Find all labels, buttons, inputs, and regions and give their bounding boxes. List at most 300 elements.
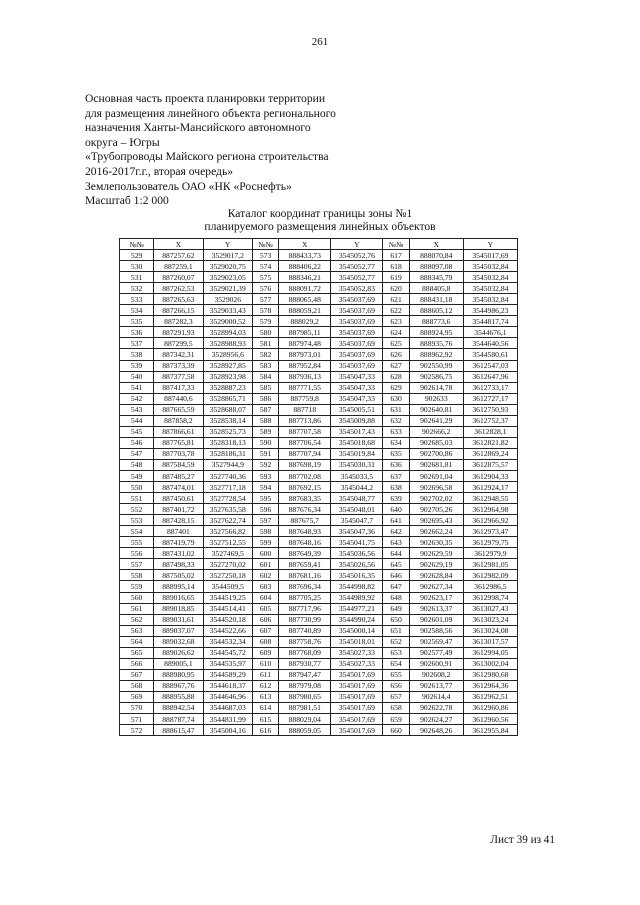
y-coordinate-cell: 3612875,57 <box>463 459 517 470</box>
x-coordinate-cell: 887866,61 <box>154 426 203 437</box>
table-row <box>120 647 518 658</box>
point-number-cell: 579 <box>252 316 278 327</box>
table-row <box>120 537 518 548</box>
x-coordinate-cell: 887765,81 <box>154 437 203 448</box>
y-coordinate-cell: 3528538,14 <box>203 415 252 426</box>
x-coordinate-cell: 889031,61 <box>154 614 203 625</box>
y-coordinate-cell: 3528688,07 <box>203 404 252 415</box>
y-coordinate-cell: 3528956,6 <box>203 349 252 360</box>
y-coordinate-cell: 3612733,17 <box>463 382 517 393</box>
x-coordinate-cell: 887299,5 <box>154 338 203 349</box>
point-number-cell: 593 <box>252 470 278 481</box>
y-coordinate-cell: 3528318,13 <box>203 437 252 448</box>
y-coordinate-cell: 3527270,02 <box>203 559 252 570</box>
table-row <box>120 316 518 327</box>
y-coordinate-cell: 3545027,33 <box>331 658 383 669</box>
x-coordinate-cell: 902696,58 <box>409 482 463 493</box>
point-number-cell: 603 <box>252 581 278 592</box>
y-coordinate-cell: 3545037,69 <box>331 349 383 360</box>
y-coordinate-cell: 3545032,84 <box>463 261 517 272</box>
point-number-cell: 601 <box>252 559 278 570</box>
y-coordinate-cell: 3545017,69 <box>331 725 383 736</box>
point-number-cell: 606 <box>252 614 278 625</box>
x-coordinate-cell: 887717,96 <box>279 603 331 614</box>
y-coordinate-cell: 3545033,5 <box>331 470 383 481</box>
table-row <box>120 603 518 614</box>
y-coordinate-cell: 3544509,5 <box>203 581 252 592</box>
y-coordinate-cell: 3612752,37 <box>463 415 517 426</box>
point-number-cell: 542 <box>120 393 154 404</box>
point-number-cell: 622 <box>383 305 409 316</box>
point-number-cell: 626 <box>383 349 409 360</box>
point-number-cell: 655 <box>383 669 409 680</box>
y-coordinate-cell: 3612647,96 <box>463 371 517 382</box>
table-row <box>120 559 518 570</box>
x-coordinate-cell: 887702,08 <box>279 470 331 481</box>
y-coordinate-cell: 3545052,77 <box>331 272 383 283</box>
x-coordinate-cell: 902569,47 <box>409 636 463 647</box>
y-coordinate-cell: 3545017,69 <box>331 669 383 680</box>
point-number-cell: 566 <box>120 658 154 669</box>
y-coordinate-cell: 3613024,08 <box>463 625 517 636</box>
point-number-cell: 540 <box>120 371 154 382</box>
point-number-cell: 545 <box>120 426 154 437</box>
table-row <box>120 283 518 294</box>
y-coordinate-cell: 3544580,61 <box>463 349 517 360</box>
x-coordinate-cell: 888406,22 <box>279 261 331 272</box>
x-coordinate-cell: 887675,7 <box>279 515 331 526</box>
point-number-cell: 659 <box>383 714 409 725</box>
x-coordinate-cell: 887718 <box>279 404 331 415</box>
x-coordinate-cell: 887401,72 <box>154 504 203 515</box>
y-coordinate-cell: 3612750,93 <box>463 404 517 415</box>
point-number-cell: 610 <box>252 658 278 669</box>
point-number-cell: 549 <box>120 470 154 481</box>
header-line: округа – Югры <box>85 135 160 149</box>
x-coordinate-cell: 887373,39 <box>154 360 203 371</box>
x-coordinate-cell: 887401 <box>154 526 203 537</box>
y-coordinate-cell: 3544986,23 <box>463 305 517 316</box>
x-coordinate-cell: 887431,02 <box>154 548 203 559</box>
y-coordinate-cell: 3545037,69 <box>331 316 383 327</box>
column-header: Y <box>463 239 517 250</box>
x-coordinate-cell: 887282,3 <box>154 316 203 327</box>
x-coordinate-cell: 887665,59 <box>154 404 203 415</box>
x-coordinate-cell: 902622,78 <box>409 702 463 713</box>
point-number-cell: 544 <box>120 415 154 426</box>
x-coordinate-cell: 887771,55 <box>279 382 331 393</box>
point-number-cell: 547 <box>120 448 154 459</box>
x-coordinate-cell: 902577,49 <box>409 647 463 658</box>
table-row <box>120 470 518 481</box>
x-coordinate-cell: 887676,34 <box>279 504 331 515</box>
x-coordinate-cell: 887696,34 <box>279 581 331 592</box>
point-number-cell: 583 <box>252 360 278 371</box>
point-number-cell: 552 <box>120 504 154 515</box>
y-coordinate-cell: 3545047,33 <box>331 371 383 382</box>
point-number-cell: 577 <box>252 294 278 305</box>
coordinates-table <box>119 238 518 736</box>
x-coordinate-cell: 888935,76 <box>409 338 463 349</box>
x-coordinate-cell: 887759,8 <box>279 393 331 404</box>
x-coordinate-cell: 888059,05 <box>279 725 331 736</box>
coordinates-table-body <box>120 250 518 736</box>
y-coordinate-cell: 3544990,24 <box>331 614 383 625</box>
y-coordinate-cell: 3545026,56 <box>331 559 383 570</box>
y-coordinate-cell: 3612960,86 <box>463 702 517 713</box>
x-coordinate-cell: 889032,68 <box>154 636 203 647</box>
point-number-cell: 554 <box>120 526 154 537</box>
y-coordinate-cell: 3544646,96 <box>203 691 252 702</box>
y-coordinate-cell: 3545036,56 <box>331 548 383 559</box>
point-number-cell: 574 <box>252 261 278 272</box>
point-number-cell: 615 <box>252 714 278 725</box>
x-coordinate-cell: 902685,03 <box>409 437 463 448</box>
x-coordinate-cell: 902629,19 <box>409 559 463 570</box>
table-row <box>120 437 518 448</box>
point-number-cell: 621 <box>383 294 409 305</box>
y-coordinate-cell: 3544532,34 <box>203 636 252 647</box>
point-number-cell: 530 <box>120 261 154 272</box>
point-number-cell: 541 <box>120 382 154 393</box>
y-coordinate-cell: 3545005,51 <box>331 404 383 415</box>
x-coordinate-cell: 888346,21 <box>279 272 331 283</box>
table-row <box>120 493 518 504</box>
table-row <box>120 261 518 272</box>
y-coordinate-cell: 3613027,43 <box>463 603 517 614</box>
x-coordinate-cell: 888967,76 <box>154 680 203 691</box>
x-coordinate-cell: 902702,02 <box>409 493 463 504</box>
point-number-cell: 640 <box>383 504 409 515</box>
point-number-cell: 595 <box>252 493 278 504</box>
y-coordinate-cell: 3545047,7 <box>331 515 383 526</box>
x-coordinate-cell: 887474,01 <box>154 482 203 493</box>
point-number-cell: 653 <box>383 647 409 658</box>
point-number-cell: 629 <box>383 382 409 393</box>
point-number-cell: 548 <box>120 459 154 470</box>
column-header: X <box>154 239 203 250</box>
point-number-cell: 559 <box>120 581 154 592</box>
y-coordinate-cell: 3612821,82 <box>463 437 517 448</box>
point-number-cell: 565 <box>120 647 154 658</box>
y-coordinate-cell: 3545052,83 <box>331 283 383 294</box>
x-coordinate-cell: 902681,81 <box>409 459 463 470</box>
point-number-cell: 543 <box>120 404 154 415</box>
y-coordinate-cell: 3612962,51 <box>463 691 517 702</box>
table-row <box>120 349 518 360</box>
x-coordinate-cell: 887659,41 <box>279 559 331 570</box>
y-coordinate-cell: 3545030,31 <box>331 459 383 470</box>
point-number-cell: 564 <box>120 636 154 647</box>
y-coordinate-cell: 3527635,58 <box>203 504 252 515</box>
table-row <box>120 305 518 316</box>
header-line: Основная часть проекта планировки территории <box>85 92 326 105</box>
x-coordinate-cell: 887265,63 <box>154 294 203 305</box>
y-coordinate-cell: 3612955,84 <box>463 725 517 736</box>
point-number-cell: 581 <box>252 338 278 349</box>
point-number-cell: 637 <box>383 470 409 481</box>
table-row <box>120 526 518 537</box>
x-coordinate-cell: 902614,4 <box>409 691 463 702</box>
point-number-cell: 612 <box>252 680 278 691</box>
x-coordinate-cell: 902641,29 <box>409 415 463 426</box>
x-coordinate-cell: 887705,25 <box>279 592 331 603</box>
x-coordinate-cell: 889005,1 <box>154 658 203 669</box>
y-coordinate-cell: 3544519,25 <box>203 592 252 603</box>
x-coordinate-cell: 887428,15 <box>154 515 203 526</box>
point-number-cell: 551 <box>120 493 154 504</box>
point-number-cell: 649 <box>383 603 409 614</box>
x-coordinate-cell: 887768,09 <box>279 647 331 658</box>
y-coordinate-cell: 3544676,1 <box>463 327 517 338</box>
point-number-cell: 609 <box>252 647 278 658</box>
catalog-title-line: Каталог координат границы зоны №1 <box>227 207 413 220</box>
x-coordinate-cell: 887257,62 <box>154 250 203 261</box>
point-number-cell: 553 <box>120 515 154 526</box>
column-header: Y <box>203 239 252 250</box>
point-number-cell: 555 <box>120 537 154 548</box>
point-number-cell: 605 <box>252 603 278 614</box>
point-number-cell: 532 <box>120 283 154 294</box>
point-number-cell: 652 <box>383 636 409 647</box>
column-header: №№ <box>252 239 278 250</box>
y-coordinate-cell: 3545019,84 <box>331 448 383 459</box>
y-coordinate-cell: 3545032,84 <box>463 283 517 294</box>
point-number-cell: 573 <box>252 250 278 261</box>
x-coordinate-cell: 887740,89 <box>279 625 331 636</box>
point-number-cell: 624 <box>383 327 409 338</box>
x-coordinate-cell: 902586,75 <box>409 371 463 382</box>
table-row <box>120 504 518 515</box>
y-coordinate-cell: 3612979,9 <box>463 548 517 559</box>
y-coordinate-cell: 3612981,05 <box>463 559 517 570</box>
x-coordinate-cell: 888065,48 <box>279 294 331 305</box>
y-coordinate-cell: 3529023,05 <box>203 272 252 283</box>
scale-label: Масштаб 1:2 000 <box>85 194 169 208</box>
y-coordinate-cell: 3529000,52 <box>203 316 252 327</box>
x-coordinate-cell: 887698,19 <box>279 459 331 470</box>
x-coordinate-cell: 887259,1 <box>154 261 203 272</box>
y-coordinate-cell: 3528923,98 <box>203 371 252 382</box>
column-header: №№ <box>120 239 154 250</box>
table-row <box>120 669 518 680</box>
y-coordinate-cell: 3612869,24 <box>463 448 517 459</box>
y-coordinate-cell: 3528887,23 <box>203 382 252 393</box>
point-number-cell: 536 <box>120 327 154 338</box>
x-coordinate-cell: 889016,65 <box>154 592 203 603</box>
point-number-cell: 651 <box>383 625 409 636</box>
table-row <box>120 415 518 426</box>
x-coordinate-cell: 889037,07 <box>154 625 203 636</box>
y-coordinate-cell: 3545044,2 <box>331 482 383 493</box>
y-coordinate-cell: 3528865,71 <box>203 393 252 404</box>
point-number-cell: 644 <box>383 548 409 559</box>
x-coordinate-cell: 888787,74 <box>154 714 203 725</box>
y-coordinate-cell: 3545017,69 <box>463 250 517 261</box>
x-coordinate-cell: 887260,07 <box>154 272 203 283</box>
x-coordinate-cell: 902666,2 <box>409 426 463 437</box>
x-coordinate-cell: 887979,08 <box>279 680 331 691</box>
header-line: для размещения линейного объекта регионального <box>85 106 336 120</box>
point-number-cell: 546 <box>120 437 154 448</box>
point-number-cell: 571 <box>120 714 154 725</box>
point-number-cell: 642 <box>383 526 409 537</box>
x-coordinate-cell: 902550,99 <box>409 360 463 371</box>
y-coordinate-cell: 3527944,9 <box>203 459 252 470</box>
table-row <box>120 371 518 382</box>
y-coordinate-cell: 3545016,35 <box>331 570 383 581</box>
y-coordinate-cell: 3527250,18 <box>203 570 252 581</box>
point-number-cell: 534 <box>120 305 154 316</box>
x-coordinate-cell: 902628,84 <box>409 570 463 581</box>
y-coordinate-cell: 3544535,97 <box>203 658 252 669</box>
y-coordinate-cell: 3544831,99 <box>203 714 252 725</box>
point-number-cell: 578 <box>252 305 278 316</box>
x-coordinate-cell: 902700,86 <box>409 448 463 459</box>
point-number-cell: 657 <box>383 691 409 702</box>
x-coordinate-cell: 902614,78 <box>409 382 463 393</box>
y-coordinate-cell: 3545032,84 <box>463 272 517 283</box>
point-number-cell: 535 <box>120 316 154 327</box>
table-row <box>120 636 518 647</box>
point-number-cell: 575 <box>252 272 278 283</box>
point-number-cell: 599 <box>252 537 278 548</box>
y-coordinate-cell: 3544687,03 <box>203 702 252 713</box>
x-coordinate-cell: 887707,58 <box>279 426 331 437</box>
point-number-cell: 568 <box>120 680 154 691</box>
x-coordinate-cell: 889026,62 <box>154 647 203 658</box>
x-coordinate-cell: 887981,51 <box>279 702 331 713</box>
point-number-cell: 608 <box>252 636 278 647</box>
y-coordinate-cell: 3544589,29 <box>203 669 252 680</box>
point-number-cell: 597 <box>252 515 278 526</box>
point-number-cell: 563 <box>120 625 154 636</box>
point-number-cell: 539 <box>120 360 154 371</box>
x-coordinate-cell: 887648,93 <box>279 526 331 537</box>
y-coordinate-cell: 3545037,69 <box>331 327 383 338</box>
x-coordinate-cell: 887440,6 <box>154 393 203 404</box>
x-coordinate-cell: 902623,17 <box>409 592 463 603</box>
x-coordinate-cell: 887974,48 <box>279 338 331 349</box>
point-number-cell: 618 <box>383 261 409 272</box>
x-coordinate-cell: 887973,01 <box>279 349 331 360</box>
x-coordinate-cell: 902608,2 <box>409 669 463 680</box>
y-coordinate-cell: 3545048,01 <box>331 504 383 515</box>
x-coordinate-cell: 888962,92 <box>409 349 463 360</box>
y-coordinate-cell: 3527622,74 <box>203 515 252 526</box>
point-number-cell: 639 <box>383 493 409 504</box>
table-row <box>120 614 518 625</box>
point-number-cell: 531 <box>120 272 154 283</box>
point-number-cell: 646 <box>383 570 409 581</box>
point-number-cell: 592 <box>252 459 278 470</box>
page-number: 261 <box>311 36 329 48</box>
y-coordinate-cell: 3545017,69 <box>331 702 383 713</box>
y-coordinate-cell: 3529026 <box>203 294 252 305</box>
x-coordinate-cell: 888980,95 <box>154 669 203 680</box>
table-row <box>120 581 518 592</box>
point-number-cell: 635 <box>383 448 409 459</box>
x-coordinate-cell: 887947,47 <box>279 669 331 680</box>
y-coordinate-cell: 3545052,76 <box>331 250 383 261</box>
y-coordinate-cell: 3545000,14 <box>331 625 383 636</box>
y-coordinate-cell: 3612924,17 <box>463 482 517 493</box>
y-coordinate-cell: 3527717,18 <box>203 482 252 493</box>
y-coordinate-cell: 3612964,36 <box>463 680 517 691</box>
x-coordinate-cell: 888615,47 <box>154 725 203 736</box>
x-coordinate-cell: 887936,13 <box>279 371 331 382</box>
x-coordinate-cell: 887450,61 <box>154 493 203 504</box>
y-coordinate-cell: 3528927,85 <box>203 360 252 371</box>
x-coordinate-cell: 902630,35 <box>409 537 463 548</box>
x-coordinate-cell: 887980,65 <box>279 691 331 702</box>
x-coordinate-cell: 888091,72 <box>279 283 331 294</box>
x-coordinate-cell: 887419,79 <box>154 537 203 548</box>
x-coordinate-cell: 902613,37 <box>409 603 463 614</box>
point-number-cell: 643 <box>383 537 409 548</box>
y-coordinate-cell: 3544618,37 <box>203 680 252 691</box>
table-row <box>120 725 518 736</box>
x-coordinate-cell: 887858,2 <box>154 415 203 426</box>
y-coordinate-cell: 3528988,93 <box>203 338 252 349</box>
y-coordinate-cell: 3527566,82 <box>203 526 252 537</box>
y-coordinate-cell: 3529033,43 <box>203 305 252 316</box>
point-number-cell: 641 <box>383 515 409 526</box>
y-coordinate-cell: 3545041,75 <box>331 537 383 548</box>
project-header <box>85 92 445 209</box>
point-number-cell: 587 <box>252 404 278 415</box>
x-coordinate-cell: 887505,02 <box>154 570 203 581</box>
point-number-cell: 591 <box>252 448 278 459</box>
table-row <box>120 426 518 437</box>
x-coordinate-cell: 888605,12 <box>409 305 463 316</box>
point-number-cell: 589 <box>252 426 278 437</box>
y-coordinate-cell: 3612998,74 <box>463 592 517 603</box>
y-coordinate-cell: 3544817,74 <box>463 316 517 327</box>
table-row <box>120 570 518 581</box>
x-coordinate-cell: 902691,04 <box>409 470 463 481</box>
y-coordinate-cell: 3528525,73 <box>203 426 252 437</box>
point-number-cell: 617 <box>383 250 409 261</box>
y-coordinate-cell: 3529021,39 <box>203 283 252 294</box>
x-coordinate-cell: 902627,34 <box>409 581 463 592</box>
y-coordinate-cell: 3545037,69 <box>331 338 383 349</box>
x-coordinate-cell: 902601,09 <box>409 614 463 625</box>
point-number-cell: 562 <box>120 614 154 625</box>
point-number-cell: 632 <box>383 415 409 426</box>
y-coordinate-cell: 3545048,77 <box>331 493 383 504</box>
x-coordinate-cell: 887692,15 <box>279 482 331 493</box>
table-row <box>120 548 518 559</box>
y-coordinate-cell: 3612980,68 <box>463 669 517 680</box>
point-number-cell: 636 <box>383 459 409 470</box>
x-coordinate-cell: 889018,85 <box>154 603 203 614</box>
y-coordinate-cell: 3545017,69 <box>331 680 383 691</box>
catalog-title-line: планируемого размещения линейных объектов <box>204 219 436 233</box>
y-coordinate-cell: 3612828,1 <box>463 426 517 437</box>
y-coordinate-cell: 3612973,47 <box>463 526 517 537</box>
y-coordinate-cell: 3545017,69 <box>331 714 383 725</box>
x-coordinate-cell: 887681,16 <box>279 570 331 581</box>
x-coordinate-cell: 902640,81 <box>409 404 463 415</box>
y-coordinate-cell: 3545047,33 <box>331 393 383 404</box>
x-coordinate-cell: 902662,24 <box>409 526 463 537</box>
x-coordinate-cell: 887713,86 <box>279 415 331 426</box>
x-coordinate-cell: 887707,94 <box>279 448 331 459</box>
y-coordinate-cell: 3528186,31 <box>203 448 252 459</box>
y-coordinate-cell: 3545018,01 <box>331 636 383 647</box>
y-coordinate-cell: 3545037,69 <box>331 360 383 371</box>
